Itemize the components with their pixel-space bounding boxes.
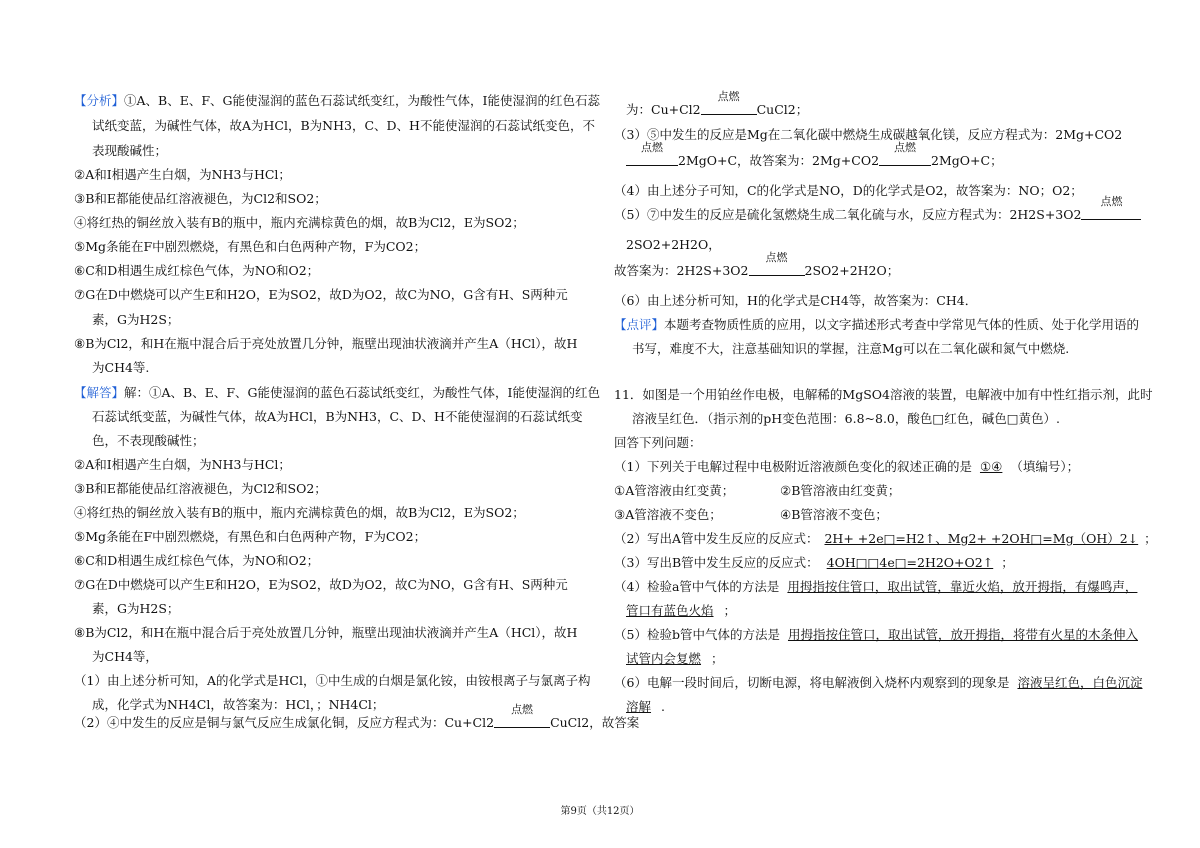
answer-5a: 用拇指按住管口，取出试管，放开拇指，将带有火星的木条伸入 — [787, 627, 1138, 642]
analysis-line-7: ⑤Mg条能在F中剧烈燃烧，有黑色和白色两种产物，F为CO2； — [74, 239, 427, 254]
sub-question-1: （1）下列关于电解过程中电极附近溶液颜色变化的叙述正确的是 ①④ （填编号）； — [614, 459, 1080, 474]
comment-tag: 【点评】 — [614, 317, 665, 332]
answer-line-6: 2SO2+2H2O， — [626, 237, 721, 252]
option-3: ③A管溶液不变色； — [614, 507, 722, 522]
comment-line-1: 【点评】本题考查物质性质的应用，以文字描述形式考查中学常见气体的性质、处于化学用语的 — [614, 317, 1140, 332]
answer-6b: 溶解 — [626, 699, 652, 714]
answer-2: 2H+ +2e□=H2↑、Mg2+ +2OH□=Mg（OH）2↓ — [824, 531, 1139, 546]
sub-question-4: （4）检验a管中气体的方法是 用拇指按住管口，取出试管，靠近火焰，放开拇指，有爆鸣声， — [614, 579, 1138, 594]
answer-line-5: （5）⑦中发生的反应是硫化氢燃烧生成二氧化硫与水，反应方程式为：2H2S+3O2 点燃 — [614, 206, 1141, 224]
solution-line-9: ⑦G在D中燃烧可以产生E和H2O，E为SO2，故D为O2，故C为NO，G含有H、S两种元 — [74, 577, 568, 592]
question-11-line-2: 溶液呈红色．（指示剂的pH变色范围：6.8~8.0，酸色□红色，碱色□黄色）. — [632, 411, 1060, 426]
reaction-condition: 点燃 — [749, 262, 805, 280]
solution-line-7: ⑤Mg条能在F中剧烈燃烧，有黑色和白色两种产物，F为CO2； — [74, 529, 427, 544]
solution-line-1: 【解答】解：①A、B、E、F、G能使湿润的蓝色石蕊试纸变红，为酸性气体，I能使湿润的红色 — [74, 385, 600, 400]
solution-line-5: ③B和E都能使品红溶液褪色，为Cl2和SO2； — [74, 481, 327, 496]
reaction-condition: 点燃 — [879, 152, 931, 170]
analysis-line-9: ⑦G在D中燃烧可以产生E和H2O，E为SO2，故D为O2，故C为NO，G含有H、S两种元 — [74, 287, 568, 302]
sub-question-2: （2）写出A管中发生反应的反应式： 2H+ +2e□=H2↑、Mg2+ +2OH□=Mg（OH）2↓ ； — [614, 531, 1157, 546]
answer-line-4: （4）由上述分子可知，C的化学式是NO，D的化学式是O2，故答案为：NO；O2； — [614, 183, 1083, 198]
option-1: ①A管溶液由红变黄； — [614, 483, 735, 498]
answer-1: ①④ — [979, 459, 1003, 474]
answer-line-2: （3）⑤中发生的反应是Mg在二氧化碳中燃烧生成碳越氧化镁，反应方程式为：2Mg+CO2 — [614, 127, 1123, 142]
analysis-line-8: ⑥C和D相遇生成红棕色气体，为NO和O2； — [74, 263, 320, 278]
solution-line-11: ⑧B为Cl2，和H在瓶中混合后于亮处放置几分钟，瓶壁出现油状液滴并产生A（HCl），故H — [74, 625, 578, 640]
solution-tag: 【解答】 — [74, 385, 125, 400]
solution-line-6: ④将红热的铜丝放入装有B的瓶中，瓶内充满棕黄色的烟，故B为Cl2，E为SO2； — [74, 505, 525, 520]
option-2: ②B管溶液由红变黄； — [780, 483, 901, 498]
reaction-condition: 点燃 — [494, 714, 550, 732]
answer-line-8: （6）由上述分析可知，H的化学式是CH4等，故答案为：CH4． — [614, 293, 978, 308]
sub-question-3: （3）写出B管中发生反应的反应式： 4OH□□4e□=2H2O+O2↑ ； — [614, 555, 1014, 570]
answer-5b: 试管内会复燃 — [626, 651, 702, 666]
solution-line-13: （1）由上述分析可知，A的化学式是HCl，①中生成的白烟是氯化铵，由铵根离子与氯离子构 — [74, 673, 591, 688]
solution-line-15: （2）④中发生的反应是铜与氯气反应生成氯化铜，反应方程式为：Cu+Cl2 点燃 CuCl2，故答案 — [74, 703, 640, 730]
solution-line-10: 素，G为H2S； — [92, 601, 180, 616]
answer-3: 4OH□□4e□=2H2O+O2↑ — [826, 555, 994, 570]
sub-question-6-cont: 溶解 . — [626, 699, 665, 714]
sub-question-6: （6）电解一段时间后，切断电源，将电解液倒入烧杯内观察到的现象是 溶液呈红色，白色沉淀 — [614, 675, 1143, 690]
reaction-condition: 点燃 — [1081, 206, 1141, 224]
answer-6a: 溶液呈红色，白色沉淀 — [1017, 675, 1143, 690]
analysis-line-11: ⑧B为Cl2，和H在瓶中混合后于亮处放置几分钟，瓶壁出现油状液滴并产生A（HCl），故H — [74, 336, 578, 351]
sub-question-4-cont: 管口有蓝色火焰 ； — [626, 603, 737, 618]
option-4: ④B管溶液不变色； — [780, 507, 888, 522]
analysis-line-3: 表现酸碱性； — [92, 143, 168, 158]
sub-question-5: （5）检验b管中气体的方法是 用拇指按住管口，取出试管，放开拇指，将带有火星的木条伸入 — [614, 627, 1138, 642]
answer-line-3: 点燃 2MgO+C，故答案为：2Mg+CO2 点燃 2MgO+C； — [626, 152, 1003, 170]
analysis-line-5: ③B和E都能使品红溶液褪色，为Cl2和SO2； — [74, 191, 327, 206]
analysis-line-12: 为CH4等. — [92, 360, 150, 375]
analysis-line-2: 试纸变蓝，为碱性气体，故A为HCl，B为NH3，C、D、H不能使湿润的石蕊试纸变色，不 — [92, 118, 595, 133]
solution-line-14: 成，化学式为NH4Cl，故答案为：HCl，；NH4Cl； — [92, 697, 385, 712]
sub-question-5-cont: 试管内会复燃 ； — [626, 651, 724, 666]
analysis-line-6: ④将红热的铜丝放入装有B的瓶中，瓶内充满棕黄色的烟，故B为Cl2，E为SO2； — [74, 215, 525, 230]
answer-line-7: 故答案为：2H2S+3O2 点燃 2SO2+2H2O； — [614, 251, 900, 278]
reaction-condition: 点燃 — [626, 152, 678, 170]
solution-line-12: 为CH4等， — [92, 649, 158, 664]
reaction-condition: 点燃 — [701, 101, 757, 119]
page-footer: 第9页（共12页） — [560, 806, 640, 817]
answer-4b: 管口有蓝色火焰 — [626, 603, 714, 618]
analysis-line-4: ②A和I相遇产生白烟，为NH3与HCl； — [74, 167, 291, 182]
solution-line-3: 色，不表现酸碱性； — [92, 433, 205, 448]
question-11-line-3: 回答下列问题： — [614, 435, 702, 450]
analysis-line-1: 【分析】①A、B、E、F、G能使湿润的蓝色石蕊试纸变红，为酸性气体，I能使湿润的红色石蕊 — [74, 93, 600, 108]
solution-line-8: ⑥C和D相遇生成红棕色气体，为NO和O2； — [74, 553, 320, 568]
solution-line-2: 石蕊试纸变蓝，为碱性气体，故A为HCl，B为NH3，C、D、H不能使湿润的石蕊试纸变 — [92, 409, 583, 424]
answer-4a: 用拇指按住管口，取出试管，靠近火焰，放开拇指，有爆鸣声， — [787, 579, 1138, 594]
answer-line-1: 为：Cu+Cl2 点燃 CuCl2； — [626, 90, 809, 117]
analysis-line-10: 素，G为H2S； — [92, 312, 180, 327]
question-11-line-1: 11．如图是一个用铂丝作电极，电解稀的MgSO4溶液的装置，电解液中加有中性红指示剂，此时 — [614, 387, 1153, 402]
comment-line-2: 书写，难度不大，注意基础知识的掌握，注意Mg可以在二氧化碳和氮气中燃烧. — [632, 341, 1070, 356]
solution-line-4: ②A和I相遇产生白烟，为NH3与HCl； — [74, 457, 291, 472]
analysis-tag: 【分析】 — [74, 93, 125, 108]
